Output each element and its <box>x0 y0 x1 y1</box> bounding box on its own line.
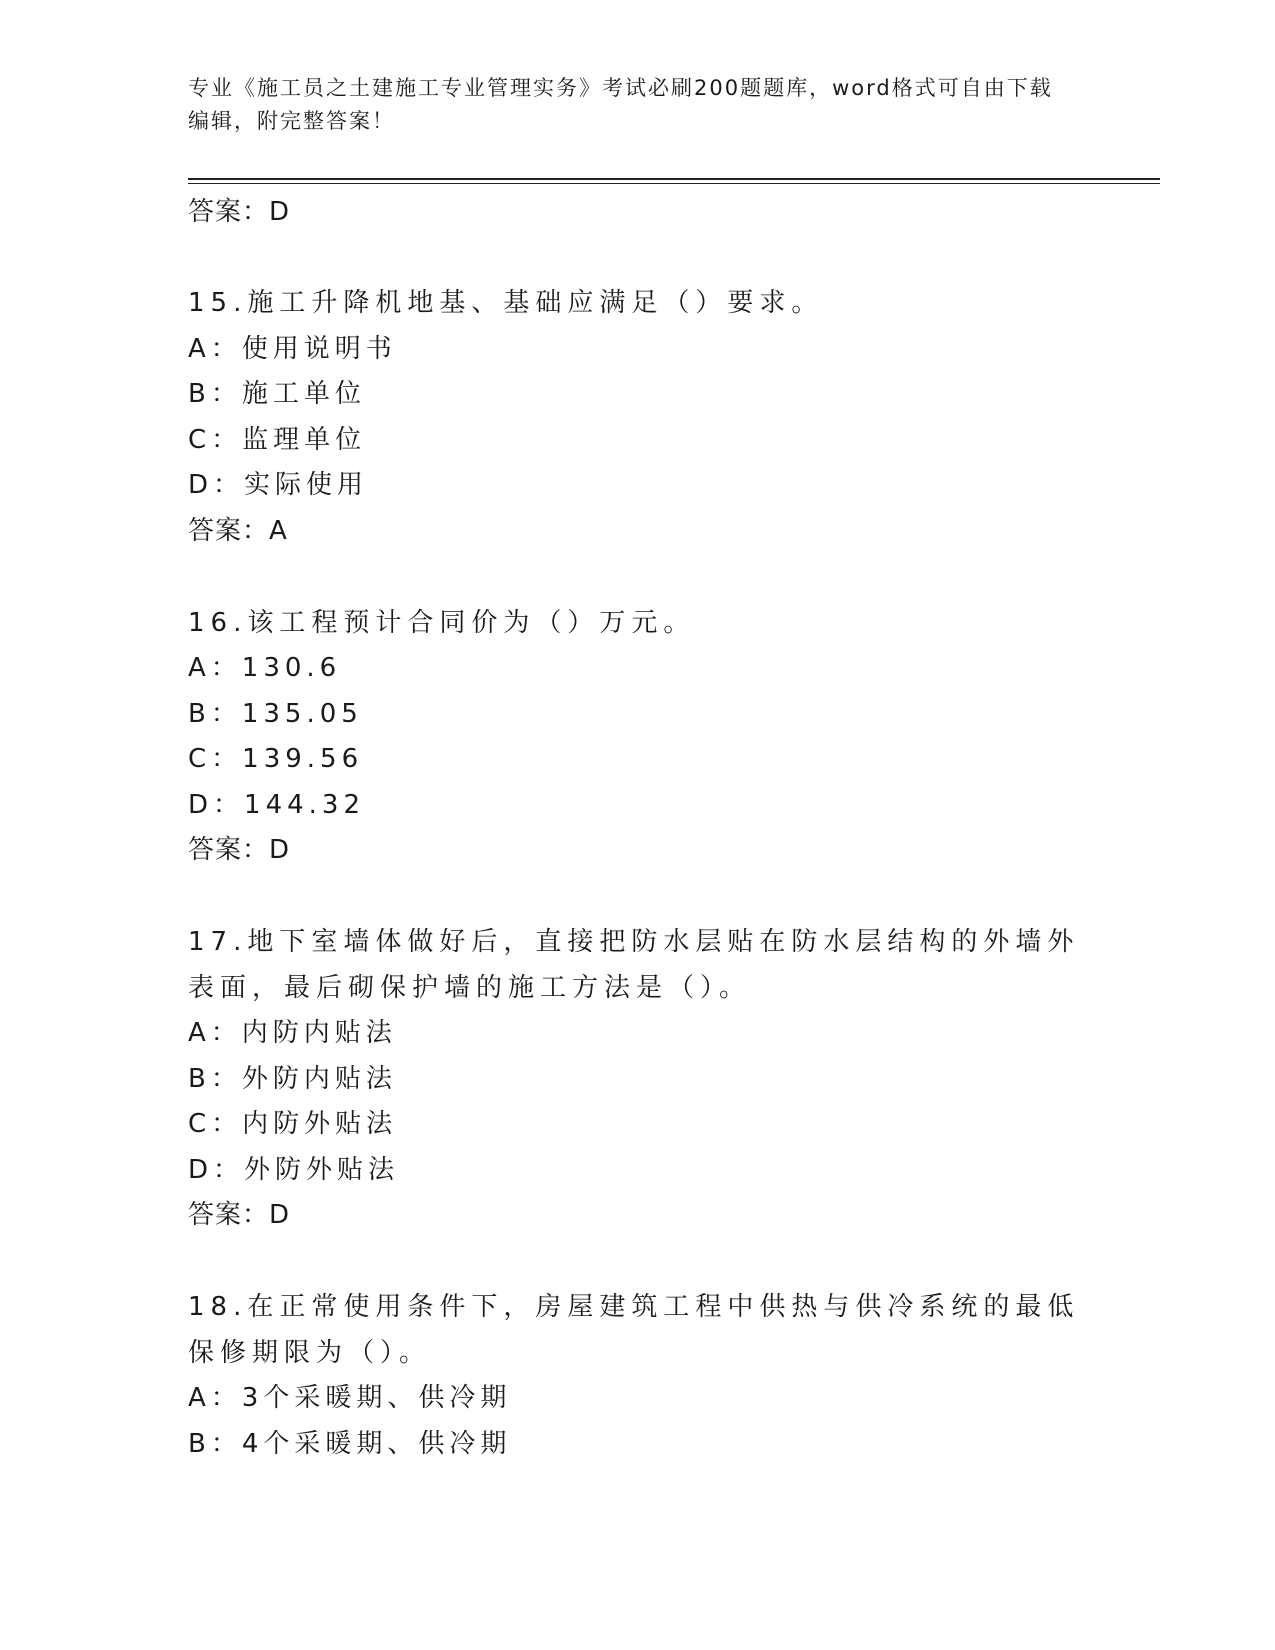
option-a: A：使用说明书 <box>188 333 397 364</box>
header-divider-thick <box>188 178 1160 180</box>
question-16 <box>188 601 1088 874</box>
option-d: D：144.32 <box>188 789 365 820</box>
question-17 <box>188 920 1088 1238</box>
answer: 答案：A <box>188 515 288 546</box>
question-18 <box>188 1285 1088 1467</box>
option-b: B：135.05 <box>188 698 363 729</box>
header-divider-thin <box>188 183 1160 184</box>
option-c: C：139.56 <box>188 744 364 774</box>
answer: 答案：D <box>188 1200 291 1230</box>
question-text: 18.在正常使用条件下，房屋建筑工程中供热与供冷系统的最低保修期限为（）。 <box>188 1292 1080 1368</box>
question-list <box>188 190 1088 1514</box>
option-b: B：施工单位 <box>188 379 366 409</box>
question-text: 17.地下室墙体做好后，直接把防水层贴在防水层结构的外墙外表面，最后砌保护墙的施工方法是（）。 <box>188 927 1080 1003</box>
option-c: C：监理单位 <box>188 424 367 455</box>
option-a: A：130.6 <box>188 653 342 683</box>
question-text: 16.该工程预计合同价为（）万元。 <box>188 607 696 638</box>
option-a: A：3个采暖期、供冷期 <box>188 1383 512 1413</box>
option-c: C：内防外贴法 <box>188 1109 398 1139</box>
option-b: B：4个采暖期、供冷期 <box>188 1428 512 1459</box>
question-15 <box>188 281 1088 554</box>
question-text: 15.施工升降机地基、基础应满足（）要求。 <box>188 288 824 318</box>
option-d: D：外防外贴法 <box>188 1154 400 1185</box>
option-b: B：外防内贴法 <box>188 1063 397 1094</box>
previous-answer: 答案：D <box>188 197 291 227</box>
option-a: A：内防内贴法 <box>188 1018 397 1048</box>
option-d: D：实际使用 <box>188 470 369 500</box>
answer: 答案：D <box>188 835 291 865</box>
document-header: 专业《施工员之土建施工专业管理实务》考试必刷200题题库，word格式可自由下载编辑，附完整答案！ <box>188 76 1053 133</box>
